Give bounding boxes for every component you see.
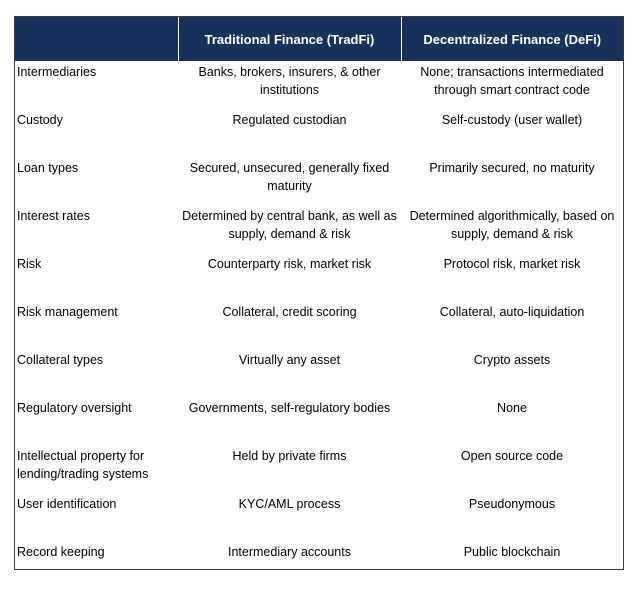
header-defi: Decentralized Finance (DeFi) <box>401 17 623 61</box>
defi-cell: Public blockchain <box>463 545 561 559</box>
defi-cell: Collateral, auto-liquidation <box>439 305 585 319</box>
defi-cell: Primarily secured, no maturity <box>429 161 595 175</box>
tradfi-cell: Regulated custodian <box>232 113 347 127</box>
row-label: Risk management <box>17 305 118 319</box>
table-row <box>15 445 623 493</box>
table-row <box>15 157 623 205</box>
tradfi-cell: Governments, self-regulatory bodies <box>188 401 391 415</box>
row-label: Record keeping <box>17 545 105 559</box>
header-row <box>15 17 623 61</box>
comparison-table-frame <box>14 16 624 570</box>
row-label: Interest rates <box>17 209 90 223</box>
row-label: Intellectual property for lending/trading systems <box>17 449 149 481</box>
tradfi-cell: Banks, brokers, insurers, & other institutions <box>198 65 381 97</box>
table-row <box>15 205 623 253</box>
tradfi-cell: Secured, unsecured, generally fixed maturity <box>189 161 390 193</box>
table-row <box>15 493 623 541</box>
defi-cell: Determined algorithmically, based on supply, demand & risk <box>409 209 615 241</box>
table-row <box>15 397 623 445</box>
row-label: Intermediaries <box>17 65 97 79</box>
defi-cell: Open source code <box>460 449 564 463</box>
tradfi-cell: Counterparty risk, market risk <box>207 257 372 271</box>
table-row <box>15 541 623 589</box>
row-label: Risk <box>17 257 42 271</box>
tradfi-cell: Intermediary accounts <box>228 545 351 559</box>
row-label: Regulatory oversight <box>17 401 132 415</box>
header-tradfi: Traditional Finance (TradFi) <box>178 17 401 61</box>
table-row <box>15 253 623 301</box>
defi-cell: Pseudonymous <box>468 497 556 511</box>
defi-cell: None <box>497 401 527 415</box>
defi-cell: Self-custody (user wallet) <box>441 113 583 127</box>
defi-cell: Crypto assets <box>473 353 551 367</box>
table-row <box>15 61 623 109</box>
defi-cell: Protocol risk, market risk <box>443 257 581 271</box>
comparison-table <box>15 17 623 589</box>
row-label: Custody <box>17 113 63 127</box>
table-row <box>15 109 623 157</box>
tradfi-cell: Determined by central bank, as well as supply, demand & risk <box>182 209 397 241</box>
header-blank <box>15 17 178 61</box>
row-label: User identification <box>17 497 117 511</box>
tradfi-cell: Held by private firms <box>232 449 347 463</box>
defi-cell: None; transactions intermediated through smart contract code <box>420 65 604 97</box>
tradfi-cell: Virtually any asset <box>238 353 341 367</box>
row-label: Collateral types <box>17 353 104 367</box>
row-label: Loan types <box>17 161 79 175</box>
tradfi-cell: Collateral, credit scoring <box>222 305 357 319</box>
table-row <box>15 349 623 397</box>
table-row <box>15 301 623 349</box>
tradfi-cell: KYC/AML process <box>238 497 341 511</box>
